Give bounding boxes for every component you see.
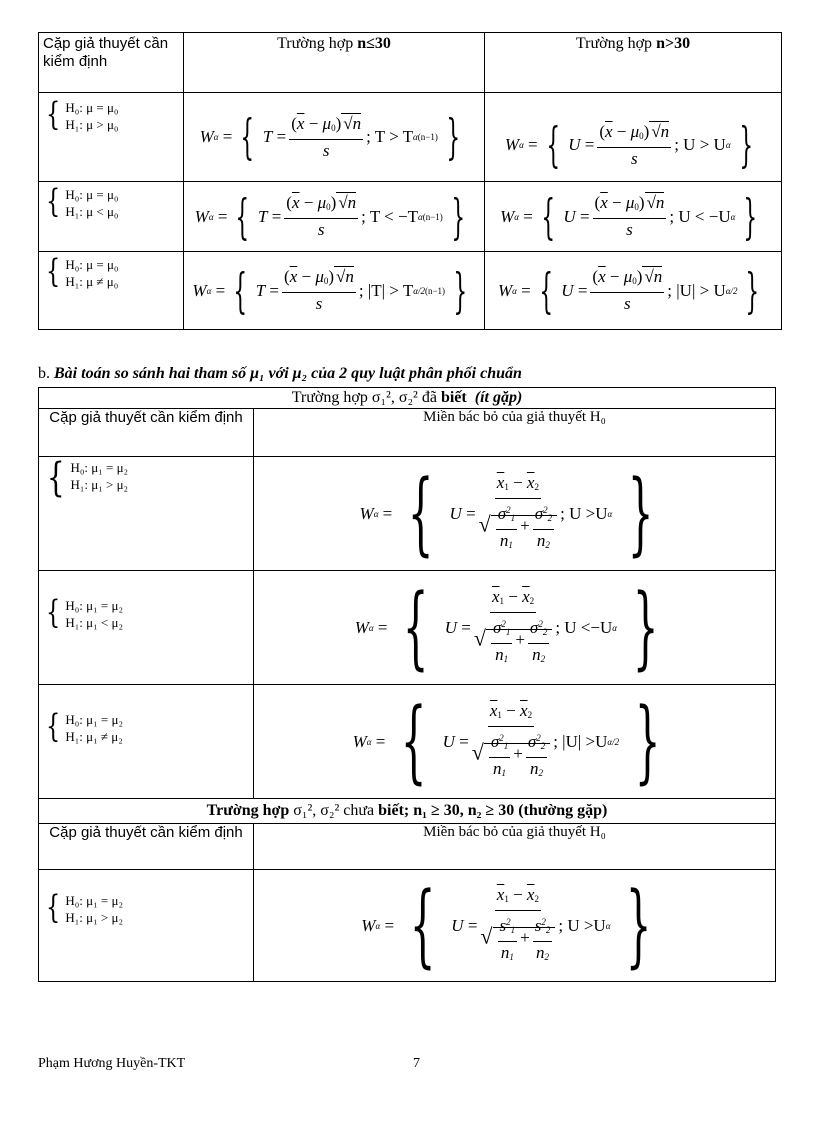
header-hypothesis: Cặp giả thuyết cần kiểm định [39, 33, 184, 93]
header-rejection-region: Miền bác bỏ của giả thuyết H₀ [254, 409, 776, 457]
footer-author: Phạm Hương Huyền-TKT [38, 1056, 186, 1071]
table-row: { H₀: μ₁ = μ₂ H₁: μ₁ ≠ μ₂ W α = { U = $\overline{x}_1 - \overline{x}_2$ √ $\frac{\sigma^2_1}{n_1}$ + $\frac{\sigma^2_2}{n_2}$ ; |U| >U α/2 } [39, 685, 776, 799]
rejection-region-t: W α = { T = $\frac{(\overline{x} - \mu_0) √n}{s}$ ; T > T α (n−1) } [184, 93, 485, 182]
section-unknown-variance: Trường hợp σ₁², σ₂² chưa biết; n₁ ≥ 30, n₂ ≥ 30 (thường gặp) [39, 799, 776, 824]
table-row: { H₀: μ₁ = μ₂ H₁: μ₁ < μ₂ W α = { U = $\overline{x}_1 - \overline{x}_2$ √ $\frac{\sigma^2_1}{n_1}$ + $\frac{\sigma^2_2}{n_2}$ ; U <−U α } [39, 571, 776, 685]
table-row: { H₀: μ = μ₀ H₁: μ > μ₀ W α = { T = $\frac{(\overline{x} - \mu_0) √n}{s}$ ; T > T α (n−1) } W α = { U = $\frac{(\overline{x} - \mu_0) √n}{s}$ ; U > U α } [39, 93, 782, 182]
table-row: { H₀: μ = μ₀ H₁: μ < μ₀ W α = { T = $\frac{(\overline{x} - \mu_0) √n}{s}$ ; T < −T α (n−1) } W α = { U = $\frac{(\overline{x} - \mu_0) √n}{s}$ ; U < −U α } [39, 182, 782, 252]
two-sample-test-table [38, 387, 776, 982]
section-known-variance: Trường hợp σ₁², σ₂² đã biết (ít gặp) [39, 388, 776, 409]
rejection-region-u: W α = { U = $\frac{(\overline{x} - \mu_0) √n}{s}$ ; |U| > U α/2 } [485, 252, 782, 330]
header-small-sample: Trường hợp n≤30 [184, 33, 485, 93]
header-large-sample: Trường hợp n>30 [485, 33, 782, 93]
header-hypothesis-2: Cặp giả thuyết cần kiểm định [39, 824, 254, 870]
header-hypothesis: Cặp giả thuyết cần kiểm định [39, 409, 254, 457]
rejection-region-u: W α = { U = $\frac{(\overline{x} - \mu_0) √n}{s}$ ; U < −U α } [485, 182, 782, 252]
rejection-region-formula: W α = { U = $\overline{x}_1 - \overline{x}_2$ √ $\frac{\sigma^2_1}{n_1}$ + $\frac{\sigma^2_2}{n_2}$ ; U >U α } [254, 457, 776, 571]
one-sample-test-table [38, 32, 782, 330]
rejection-region-u: W α = { U = $\frac{(\overline{x} - \mu_0) √n}{s}$ ; U > U α } [485, 93, 782, 182]
section-caption: b. Bài toán so sánh hai tham số μ₁ với μ₂ của 2 quy luật phân phối chuẩn [38, 365, 522, 382]
rejection-region-formula: W α = { U = $\overline{x}_1 - \overline{x}_2$ √ $\frac{\sigma^2_1}{n_1}$ + $\frac{\sigma^2_2}{n_2}$ ; |U| >U α/2 } [254, 685, 776, 799]
rejection-region-t: W α = { T = $\frac{(\overline{x} - \mu_0) √n}{s}$ ; |T| > T α/2 (n−1) } [184, 252, 485, 330]
header-rejection-region-2: Miền bác bỏ của giả thuyết H₀ [254, 824, 776, 870]
rejection-region-formula: W α = { U = $\overline{x}_1 - \overline{x}_2$ √ $\frac{s^2_1}{n_1}$ + $\frac{s^2_2}{n_2}$ ; U >U α } [254, 870, 776, 982]
table-row: { H₀: μ = μ₀ H₁: μ ≠ μ₀ W α = { T = $\frac{(\overline{x} - \mu_0) √n}{s}$ ; |T| > T α/2 (n−1) } W α = { U = $\frac{(\overline{x} - \mu_0) √n}{s}$ ; |U| > U α/2 } [39, 252, 782, 330]
table-row: { H₀: μ₁ = μ₂ H₁: μ₁ > μ₂ W α = { U = $\overline{x}_1 - \overline{x}_2$ √ $\frac{\sigma^2_1}{n_1}$ + $\frac{\sigma^2_2}{n_2}$ ; U >U α } [39, 457, 776, 571]
rejection-region-formula: W α = { U = $\overline{x}_1 - \overline{x}_2$ √ $\frac{\sigma^2_1}{n_1}$ + $\frac{\sigma^2_2}{n_2}$ ; U <−U α } [254, 571, 776, 685]
rejection-region-t: W α = { T = $\frac{(\overline{x} - \mu_0) √n}{s}$ ; T < −T α (n−1) } [184, 182, 485, 252]
page-number: 7 [413, 1056, 420, 1071]
table-row: { H₀: μ₁ = μ₂ H₁: μ₁ > μ₂ W α = { U = $\overline{x}_1 - \overline{x}_2$ √ $\frac{s^2_1}{n_1}$ + $\frac{s^2_2}{n_2}$ ; U >U α } [39, 870, 776, 982]
